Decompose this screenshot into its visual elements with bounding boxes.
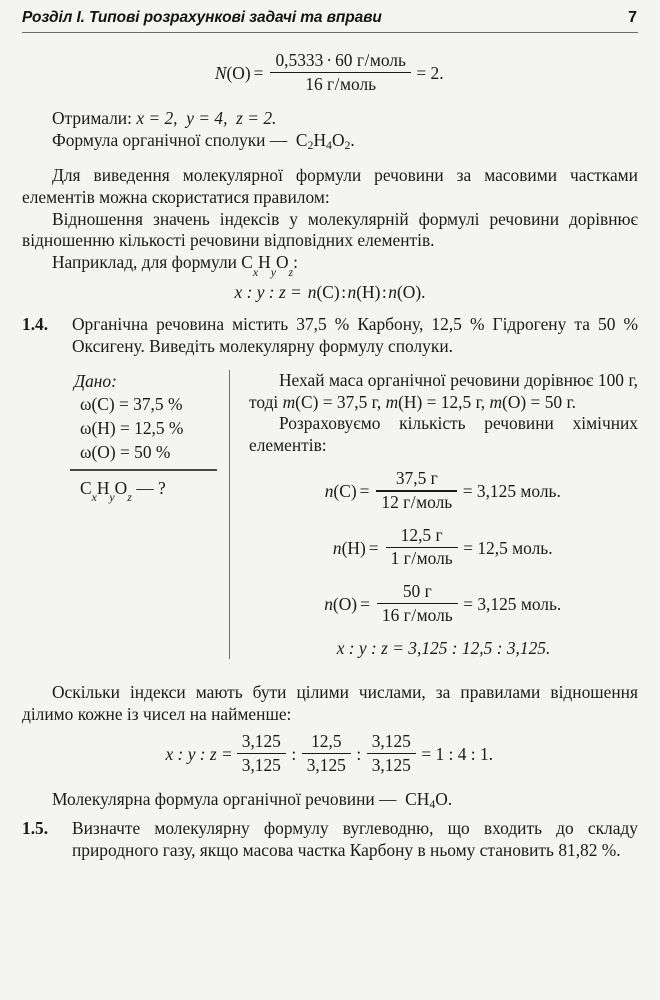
rule-intro-paragraph: Для виведення молекулярної формули речовини за масовими частками елементів можна скористатися правилом:	[22, 164, 638, 207]
fraction: $\frac{3,125}{3,125}$	[367, 732, 416, 775]
example-intro-paragraph	[22, 252, 638, 279]
results-line	[22, 108, 638, 130]
equation-n-oxygen-2: n ( O ) = $\frac{50 г}{\text{16 г/моль}}$ = 3,125 моль.	[324, 580, 562, 625]
exercise-1-4-number: 1.4.	[22, 314, 49, 335]
given-unknown: $C_xH_yO_z$ — ?	[80, 477, 166, 505]
running-head	[22, 0, 638, 32]
results-z: z = 2.	[236, 108, 277, 129]
solution-paragraph-1: Нехай маса органічної речовини дорівнює 100 г, тоді m(C) = 37,5 г, m(H) = 12,5 г, m(O) = 50 г.	[249, 369, 638, 412]
equation-final-ratio: x : y : z = $\frac{3,125}{3,125}$ : $\frac{12,5}{3,125}$ : $\frac{3,125}{3,125}$ = 1 : 4 : 1.	[165, 730, 494, 775]
spacer	[22, 301, 638, 314]
spacer	[22, 95, 638, 108]
formula-c2h4o2: C2H4O2.	[295, 130, 355, 153]
formula-label: Формула органічної сполуки —	[52, 130, 288, 151]
fraction	[270, 51, 410, 94]
math-symbol-N: N	[214, 62, 227, 83]
equation-n-carbon: n ( C ) = $\frac{37,5 г}{\text{12 г/моль}}$ = 3,125 моль.	[324, 468, 561, 513]
exercise-1-5	[22, 818, 638, 862]
given-divider-rule	[70, 469, 217, 470]
spacer	[22, 659, 638, 672]
equation-n-oxygen: N ( O ) = $\frac{\text{0,5333 · 60 г/моль}}{\text{16 г/моль}}$ = 2.	[214, 50, 444, 94]
solution-paragraph-2: Розраховуємо кількість речовини хімічних елементів:	[249, 413, 638, 456]
formula-ch4o: CH4O.	[405, 788, 453, 811]
spacer	[22, 811, 638, 818]
results-label: Отримали:	[52, 108, 132, 129]
spacer	[22, 776, 638, 789]
exercise-1-4	[22, 314, 638, 358]
fraction-bar	[237, 753, 286, 754]
equation-n-hydrogen: n ( H ) = $\frac{12,5 г}{\text{1 г/моль}}$ = 12,5 моль.	[332, 524, 553, 569]
fraction-bar	[302, 753, 351, 754]
fraction: $\frac{12,5}{3,125}$	[302, 732, 351, 775]
closing-paragraph: Оскільки індекси мають бути цілими числами, за правилами відношення ділимо кожне із чисел на найменше:	[22, 681, 638, 724]
given-data-column	[22, 370, 229, 659]
page-number: 7	[628, 9, 637, 26]
rule-text-paragraph: Відношення значень індексів у молекулярній формулі речовини дорівнює відношенню кількості речовини відповідних елементів.	[22, 208, 638, 251]
spacer	[22, 33, 638, 52]
fraction: $\frac{3,125}{3,125}$	[237, 732, 286, 775]
results-y: y = 4,	[186, 108, 228, 129]
spacer	[22, 152, 638, 165]
example-intro-text: Наприклад, для формули	[52, 252, 237, 273]
exercise-1-4-text: Органічна речовина містить 37,5 % Карбону, 12,5 % Гідрогену та 50 % Оксигену. Виведіть молекулярну формулу сполуки.	[72, 314, 638, 356]
given-row: ω(H) = 12,5 %	[80, 418, 184, 439]
given-title: Дано:	[74, 370, 117, 391]
fraction: $\frac{50 г}{\text{16 г/моль}}$	[377, 582, 458, 625]
equation-result: = 2.	[416, 62, 444, 83]
fraction-bar	[367, 753, 416, 754]
formula-line	[22, 130, 638, 152]
solution-block	[22, 370, 638, 659]
fraction-denominator: 16 г/моль	[305, 73, 377, 94]
equation-ratio-definition: x : y : z = n ( C ) : n ( H ) : n ( O ) .	[234, 281, 426, 302]
exercise-1-5-number: 1.5.	[22, 817, 49, 838]
results-x: x = 2,	[136, 108, 178, 129]
fraction-numerator: 0,5333 · 60 г/моль	[275, 50, 406, 71]
exercise-1-5-text: Визначте молекулярну формулу вуглеводню, що входить до складу природного газу, якщо масова частка Карбону в ньому становить 81,82 %.	[72, 817, 638, 860]
given-row: ω(C) = 37,5 %	[80, 394, 183, 415]
solution-column	[230, 370, 638, 659]
fraction: $\frac{12,5 г}{\text{1 г/моль}}$	[386, 526, 458, 569]
answer-line	[22, 789, 638, 811]
given-row: ω(O) = 50 %	[80, 441, 171, 462]
formula-cxhyoz: $C_xH_yO_z$:	[241, 252, 298, 279]
math-arg-O: O	[232, 62, 245, 83]
running-head-title: Розділ I. Типові розрахункові задачі та вправи	[22, 9, 382, 26]
answer-label: Молекулярна формула органічної речовини —	[52, 788, 397, 809]
equation-ratio-values: x : y : z = 3,125 : 12,5 : 3,125.	[336, 637, 551, 658]
fraction: $\frac{37,5 г}{\text{12 г/моль}}$	[376, 469, 457, 512]
